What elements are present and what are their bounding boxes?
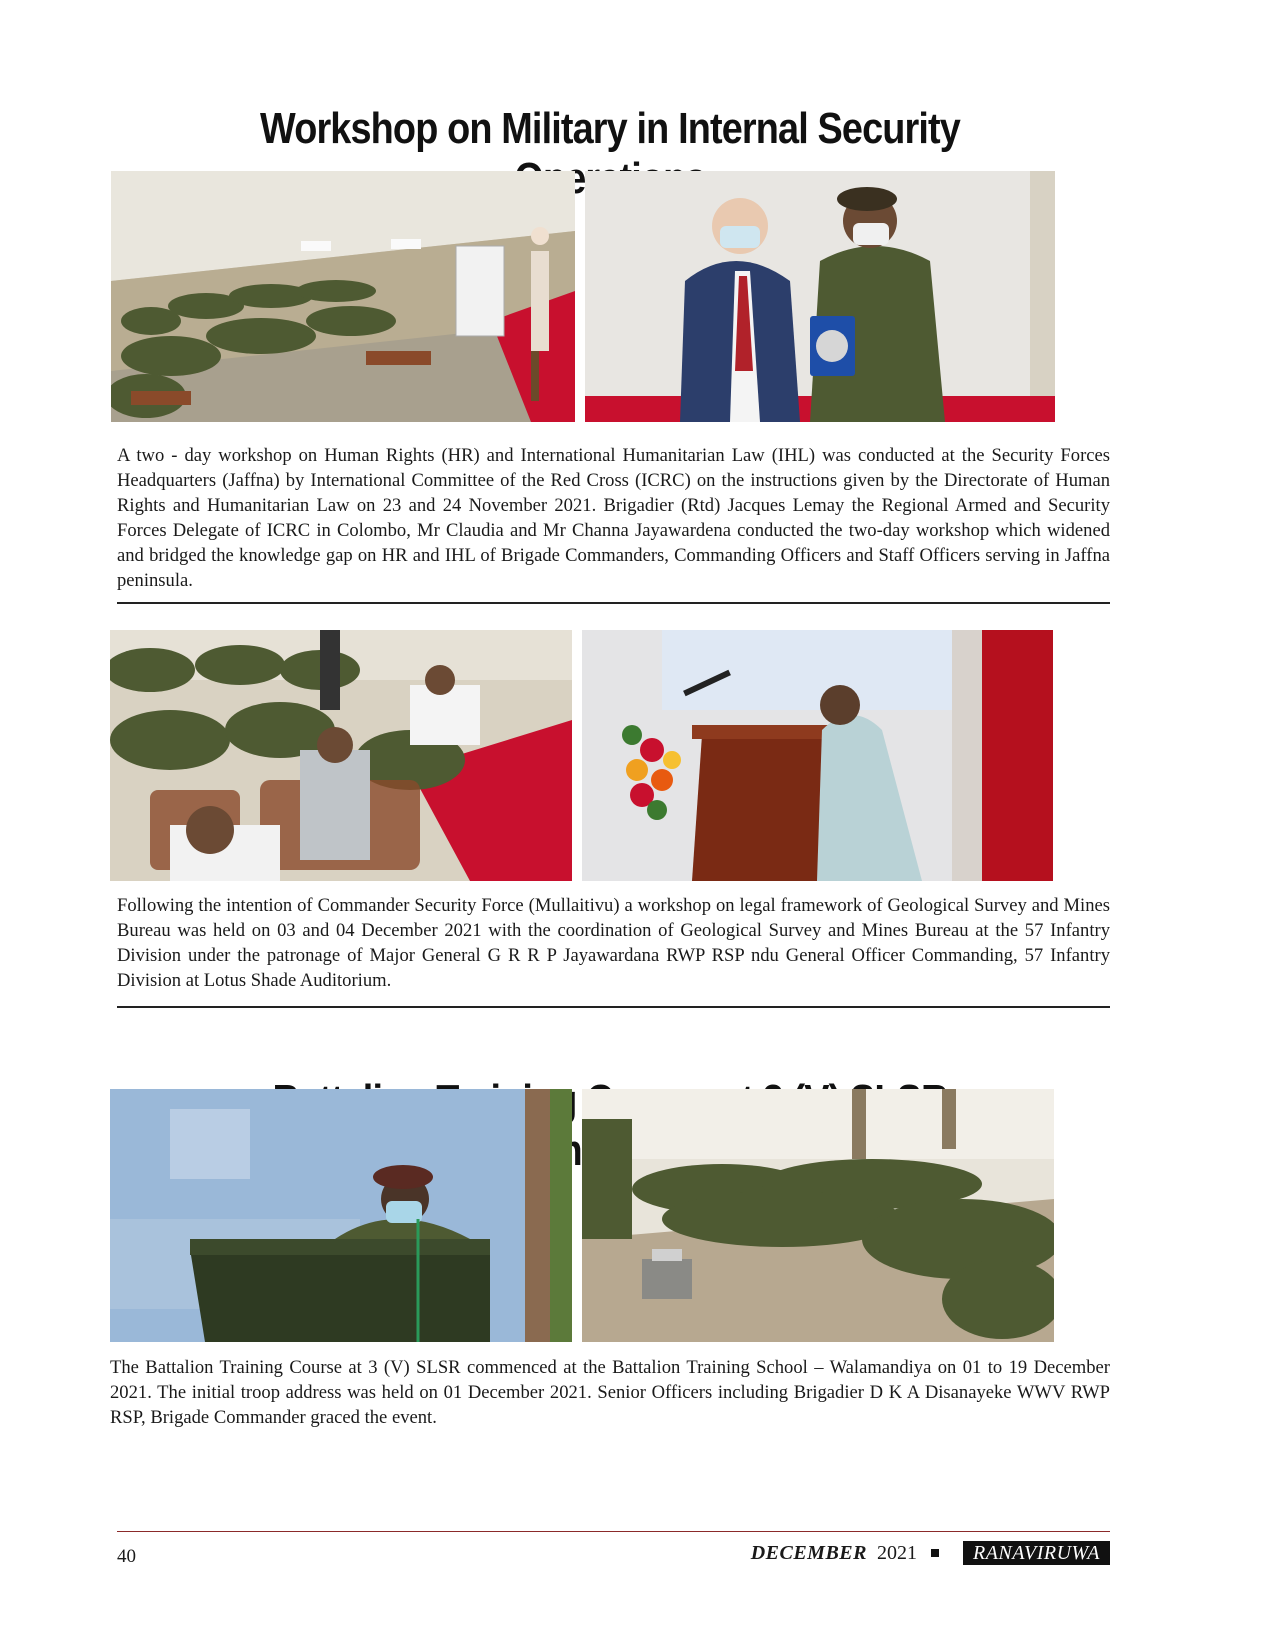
photo-auditorium-audience	[111, 171, 575, 422]
article-body-workshop: A two - day workshop on Human Rights (HR) and International Humanitarian Law (IHL) was conducted at the Security Forces Headquarters (Jaffna) by International Committee of the Red Cross (ICRC) on the instructions given by the Directorate of Human Rights and Humanitarian Law on 23 and 24 November 2021. Brigadier (Rtd) Jacques Lemay the Regional Armed and Security Forces Delegate of ICRC in Colombo, Mr Claudia and Mr Channa Jayawardena conducted the two-day workshop which widened and bridged the knowledge gap on HR and IHL of Brigade Commanders, Commanding Officers and Staff Officers serving in Jaffna peninsula.	[117, 445, 1110, 591]
photo-troops-outdoors	[582, 1089, 1054, 1342]
photo-officer-lectern	[110, 1089, 572, 1342]
article-body-battalion-training: The Battalion Training Course at 3 (V) SLSR commenced at the Battalion Training School – Walamandiya on 01 to 19 December 2021. The initial troop address was held on 01 December 2021. Senior Officers including Brigadier D K A Disanayeke WWV RWP RSP, Brigade Commander graced the event.	[110, 1357, 1110, 1428]
photo-seated-officers	[110, 630, 572, 881]
footer-issue	[751, 1541, 1110, 1565]
article-title-workshop: Workshop on Military in Internal Security	[260, 104, 960, 153]
photo-speaker-podium	[582, 630, 1053, 881]
square-bullet-icon	[931, 1549, 939, 1557]
photo-plaque-presentation	[585, 171, 1055, 422]
section-divider	[117, 602, 1110, 604]
footer-rule	[117, 1531, 1110, 1532]
article-body-gsmb-workshop: Following the intention of Commander Security Force (Mullaitivu) a workshop on legal framework of Geological Survey and Mines Bureau was held on 03 and 04 December 2021 with the coordination of Geological Survey and Mines Bureau at the 57 Infantry Division under the patronage of Major General G R R P Jayawardana RWP RSP ndu General Officer Commanding, 57 Infantry Division at Lotus Shade Auditorium.	[117, 895, 1110, 991]
footer-month: DECEMBER	[750, 1541, 867, 1564]
section-divider	[117, 1006, 1110, 1008]
magazine-name: RANAVIRUWA	[963, 1541, 1110, 1565]
footer-year: 2021	[876, 1541, 917, 1564]
page-number: 40	[117, 1546, 136, 1567]
